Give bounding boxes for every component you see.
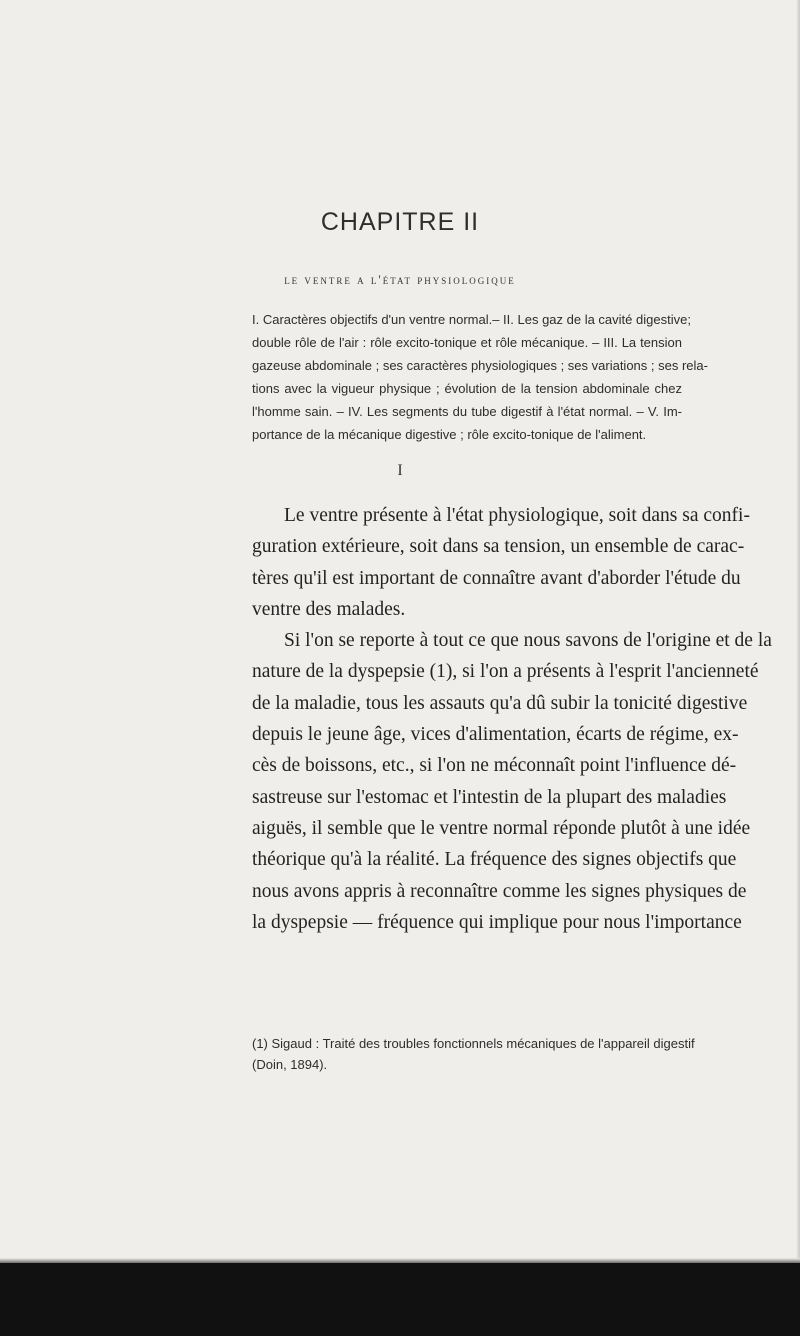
body-line: aiguës, il semble que le ventre normal réponde plutôt à une idée [252,817,751,839]
summary-line: l'homme sain. – IV. Les segments du tube digestif à l'état normal. – V. Im- [252,404,682,419]
chapter-summary [252,308,708,446]
body-line: théorique qu'à la réalité. La fréquence des signes objectifs que [252,849,737,871]
body-line: guration extérieure, soit dans sa tension, un ensemble de carac- [252,536,745,558]
scan-border [0,1263,800,1336]
body-text [252,500,772,938]
body-line: la dyspepsie — fréquence qui implique pour nous l'importance [252,911,742,933]
body-line: nature de la dyspepsie (1), si l'on a présents à l'esprit l'ancienneté [252,661,759,683]
summary-line: gazeuse abdominale ; ses caractères physiologiques ; ses variations ; ses rela- [252,358,708,373]
summary-line: tions avec la vigueur physique ; évolution de la tension abdominale chez [252,381,682,396]
footnote-line: (Doin, 1894). [252,1057,328,1072]
footnote-line: (1) Sigaud : Traité des troubles fonctionnels mécaniques de l'appareil digestif [252,1036,695,1051]
page-edge-shadow [796,0,800,1260]
footnote [252,1033,695,1075]
chapter-subtitle: le ventre a l'état physiologique [284,272,516,287]
body-line: depuis le jeune âge, vices d'alimentation, écarts de régime, ex- [252,724,739,746]
summary-line: I. Caractères objectifs d'un ventre normal.– II. Les gaz de la cavité digestive; [252,312,691,327]
section-number: I [397,462,403,479]
body-line: nous avons appris à reconnaître comme les signes physiques de [252,880,747,902]
body-line: Le ventre présente à l'état physiologique, soit dans sa confi- [284,505,750,526]
body-line: tères qu'il est important de connaître avant d'aborder l'étude du [252,567,741,589]
body-line: sastreuse sur l'estomac et l'intestin de la plupart des maladies [252,786,727,808]
summary-line: double rôle de l'air : rôle excito-tonique et rôle mécanique. – III. La tension [252,335,682,350]
summary-line: portance de la mécanique digestive ; rôle excito-tonique de l'aliment. [252,427,647,442]
body-line: ventre des malades. [252,598,406,620]
body-line: Si l'on se reporte à tout ce que nous savons de l'origine et de la [284,630,772,652]
chapter-title: CHAPITRE II [320,208,480,236]
body-line: cès de boissons, etc., si l'on ne méconnaît point l'influence dé- [252,755,737,777]
body-line: de la maladie, tous les assauts qu'a dû subir la tonicité digestive [252,692,748,714]
